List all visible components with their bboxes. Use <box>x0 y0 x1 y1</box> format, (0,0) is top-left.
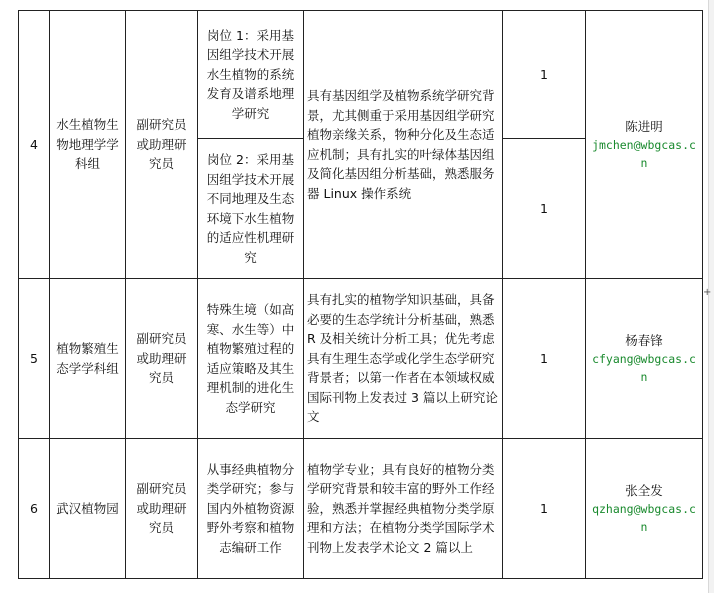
table-row <box>19 279 703 439</box>
headcount: 1 <box>503 11 586 139</box>
requirement-text: 植物学专业；具有良好的植物分类学研究背景和较丰富的野外工作经验，熟悉并掌握经典植物分类学原理和方法；在植物分类学国际学术刊物上发表学术论文 2 篇以上 <box>304 439 503 579</box>
position-title: 副研究员或助理研究员 <box>126 439 198 579</box>
contact-name: 陈进明 <box>625 119 663 134</box>
duty-text: 岗位 1：采用基因组学技术开展水生植物的系统发育及谱系地理学研究 <box>198 11 304 139</box>
contact-name: 张全发 <box>625 483 663 498</box>
duty-text: 从事经典植物分类学研究；参与国内外植物资源野外考察和植物志编研工作 <box>198 439 304 579</box>
team-name: 水生植物生物地理学学科组 <box>50 11 126 279</box>
table-row <box>19 439 703 579</box>
team-name: 武汉植物园 <box>50 439 126 579</box>
contact-name: 杨春锋 <box>625 333 663 348</box>
recruitment-table <box>18 10 703 579</box>
duty-text: 特殊生境（如高寒、水生等）中植物繁殖过程的适应策略及其生理机制的进化生态学研究 <box>198 279 304 439</box>
row-number: 4 <box>19 11 50 279</box>
row-number: 6 <box>19 439 50 579</box>
contact-email[interactable]: jmchen@wbgcas.cn <box>592 138 696 170</box>
headcount: 1 <box>503 439 586 579</box>
table-row <box>19 11 703 139</box>
headcount: 1 <box>503 279 586 439</box>
contact-cell <box>586 11 703 279</box>
contact-email[interactable]: qzhang@wbgcas.cn <box>592 502 696 534</box>
edge-marker-icon: + <box>703 287 712 298</box>
headcount: 1 <box>503 139 586 279</box>
contact-cell <box>586 439 703 579</box>
requirement-text: 具有扎实的植物学知识基础，具备必要的生态学统计分析基础，熟悉 R 及相关统计分析工具；优先考虑具有生理生态学或化学生态学研究背景者；以第一作者在本领域权威国际刊物上发表过 3 篇以上研究论文 <box>304 279 503 439</box>
row-number: 5 <box>19 279 50 439</box>
contact-cell <box>586 279 703 439</box>
position-title: 副研究员或助理研究员 <box>126 279 198 439</box>
duty-text: 岗位 2：采用基因组学技术开展不同地理及生态环境下水生植物的适应性机理研究 <box>198 139 304 279</box>
contact-email[interactable]: cfyang@wbgcas.cn <box>592 352 696 384</box>
position-title: 副研究员或助理研究员 <box>126 11 198 279</box>
team-name: 植物繁殖生态学学科组 <box>50 279 126 439</box>
requirement-text: 具有基因组学及植物系统学研究背景，尤其侧重于采用基因组学研究植物亲缘关系，物种分化及生态适应机制；具有扎实的叶绿体基因组及简化基因组分析基础，熟悉服务器 Linux 操作系统 <box>304 11 503 279</box>
